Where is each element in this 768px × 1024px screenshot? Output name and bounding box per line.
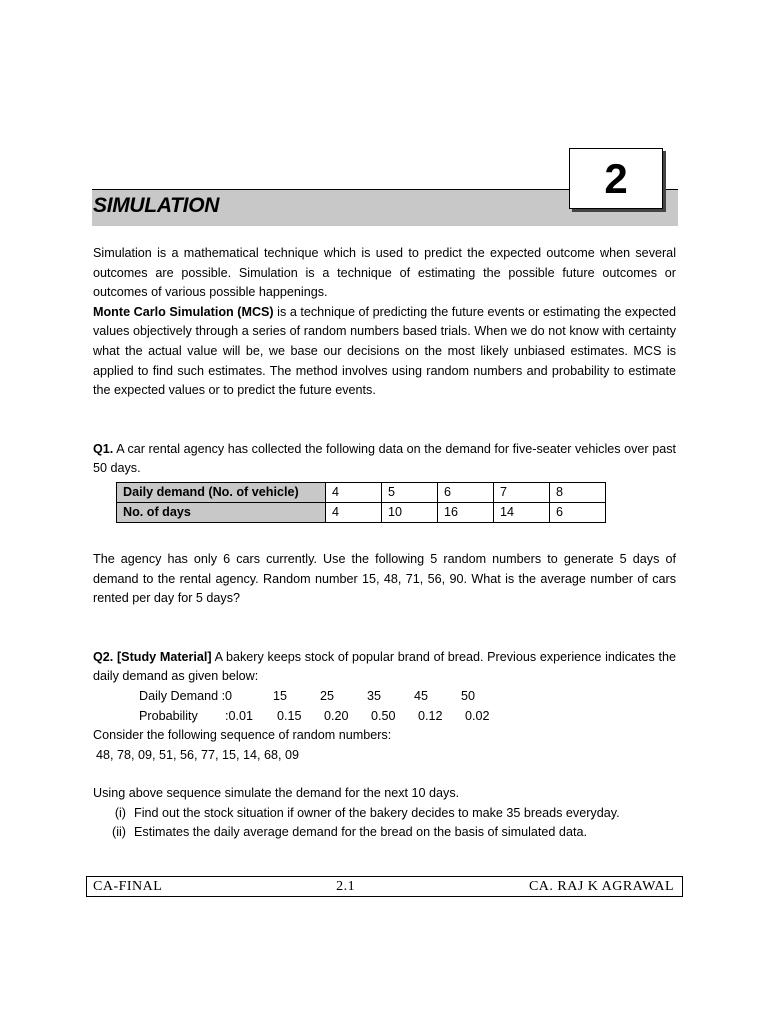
table-cell: 5	[382, 482, 438, 502]
page-footer	[86, 876, 683, 897]
q2-question	[93, 648, 676, 687]
table-cell: 4	[326, 502, 382, 522]
footer-author: CA. RAJ K AGRAWAL	[528, 878, 674, 894]
chapter-title: SIMULATION	[93, 194, 220, 217]
list-item-number: (i)	[114, 805, 126, 820]
demand-value: 35	[367, 688, 382, 703]
list-item-text: Estimates the daily average demand for the bread on the basis of simulated data.	[134, 825, 587, 840]
chapter-number: 2	[604, 154, 628, 202]
probability-value: 0.02	[465, 708, 490, 723]
demand-value: 0	[225, 688, 233, 703]
q2-sequence-intro: Consider the following sequence of random numbers:	[93, 728, 392, 743]
table-cell: 4	[326, 482, 382, 502]
q1-label: Q1.	[93, 441, 114, 456]
q2-random-sequence: 48, 78, 09, 51, 56, 77, 15, 14, 68, 09	[96, 747, 300, 762]
q2-demand-row	[93, 687, 676, 707]
q2-text: A bakery keeps stock of popular brand of bread. Previous experience indicates the daily demand as given below:	[93, 649, 676, 684]
list-item	[93, 804, 676, 824]
table-row-header: No. of days	[117, 502, 326, 522]
table-row-header: Daily demand (No. of vehicle)	[117, 482, 326, 502]
probability-label: Probability	[139, 708, 198, 723]
q1-demand-table	[116, 482, 606, 523]
q2-instruction: Using above sequence simulate the demand for the next 10 days.	[93, 786, 460, 801]
demand-value: 50	[461, 688, 476, 703]
table-cell: 14	[494, 502, 550, 522]
demand-value: 25	[320, 688, 335, 703]
probability-value: 0.12	[418, 708, 443, 723]
table-row	[117, 502, 606, 522]
table-row	[117, 482, 606, 502]
q1-question	[93, 440, 676, 479]
footer-course: CA-FINAL	[93, 878, 163, 894]
table-cell: 6	[550, 502, 606, 522]
demand-value: 15	[273, 688, 288, 703]
demand-value: 45	[414, 688, 429, 703]
q2-label: Q2. [Study Material]	[93, 649, 212, 664]
table-cell: 16	[438, 502, 494, 522]
q1-text: A car rental agency has collected the following data on the demand for five-seater vehicles over past 50 days.	[93, 441, 676, 476]
q2-probability-row	[93, 707, 676, 727]
table-cell: 8	[550, 482, 606, 502]
list-item	[93, 823, 676, 843]
table-cell: 6	[438, 482, 494, 502]
mcs-term: Monte Carlo Simulation (MCS)	[93, 304, 274, 319]
table-cell: 7	[494, 482, 550, 502]
intro-paragraph-2	[93, 303, 676, 401]
probability-value: 0.15	[277, 708, 302, 723]
list-item-number: (ii)	[112, 825, 126, 840]
probability-value: :0.01	[225, 708, 254, 723]
page-content	[93, 244, 676, 843]
footer-page-number: 2.1	[336, 878, 356, 894]
intro-paragraph-1: Simulation is a mathematical technique which is used to predict the expected outcome when several outcomes are possible. Simulation is a technique of estimating the possible future outcomes or outcomes of various possible happenings.	[93, 246, 676, 300]
table-cell: 10	[382, 502, 438, 522]
q1-followup: The agency has only 6 cars currently. Use the following 5 random numbers to generate 5 days of demand to the rental agency. Random number 15, 48, 71, 56, 90. What is the average number of cars rented per day for 5 days?	[93, 551, 676, 606]
demand-label: Daily Demand :	[139, 688, 226, 703]
chapter-number-box	[569, 148, 663, 209]
probability-value: 0.20	[324, 708, 349, 723]
probability-value: 0.50	[371, 708, 396, 723]
mcs-description: is a technique of predicting the future events or estimating the expected values objectively through a series of random numbers based trials. When we do not know with certainty what the actual value will be, we base our decisions on the most likely unbiased estimates. MCS is applied to find such estimates. The method involves using random numbers and probability to estimate the expected values or to predict the future events.	[93, 304, 676, 398]
list-item-text: Find out the stock situation if owner of the bakery decides to make 35 breads everyday.	[134, 805, 620, 820]
